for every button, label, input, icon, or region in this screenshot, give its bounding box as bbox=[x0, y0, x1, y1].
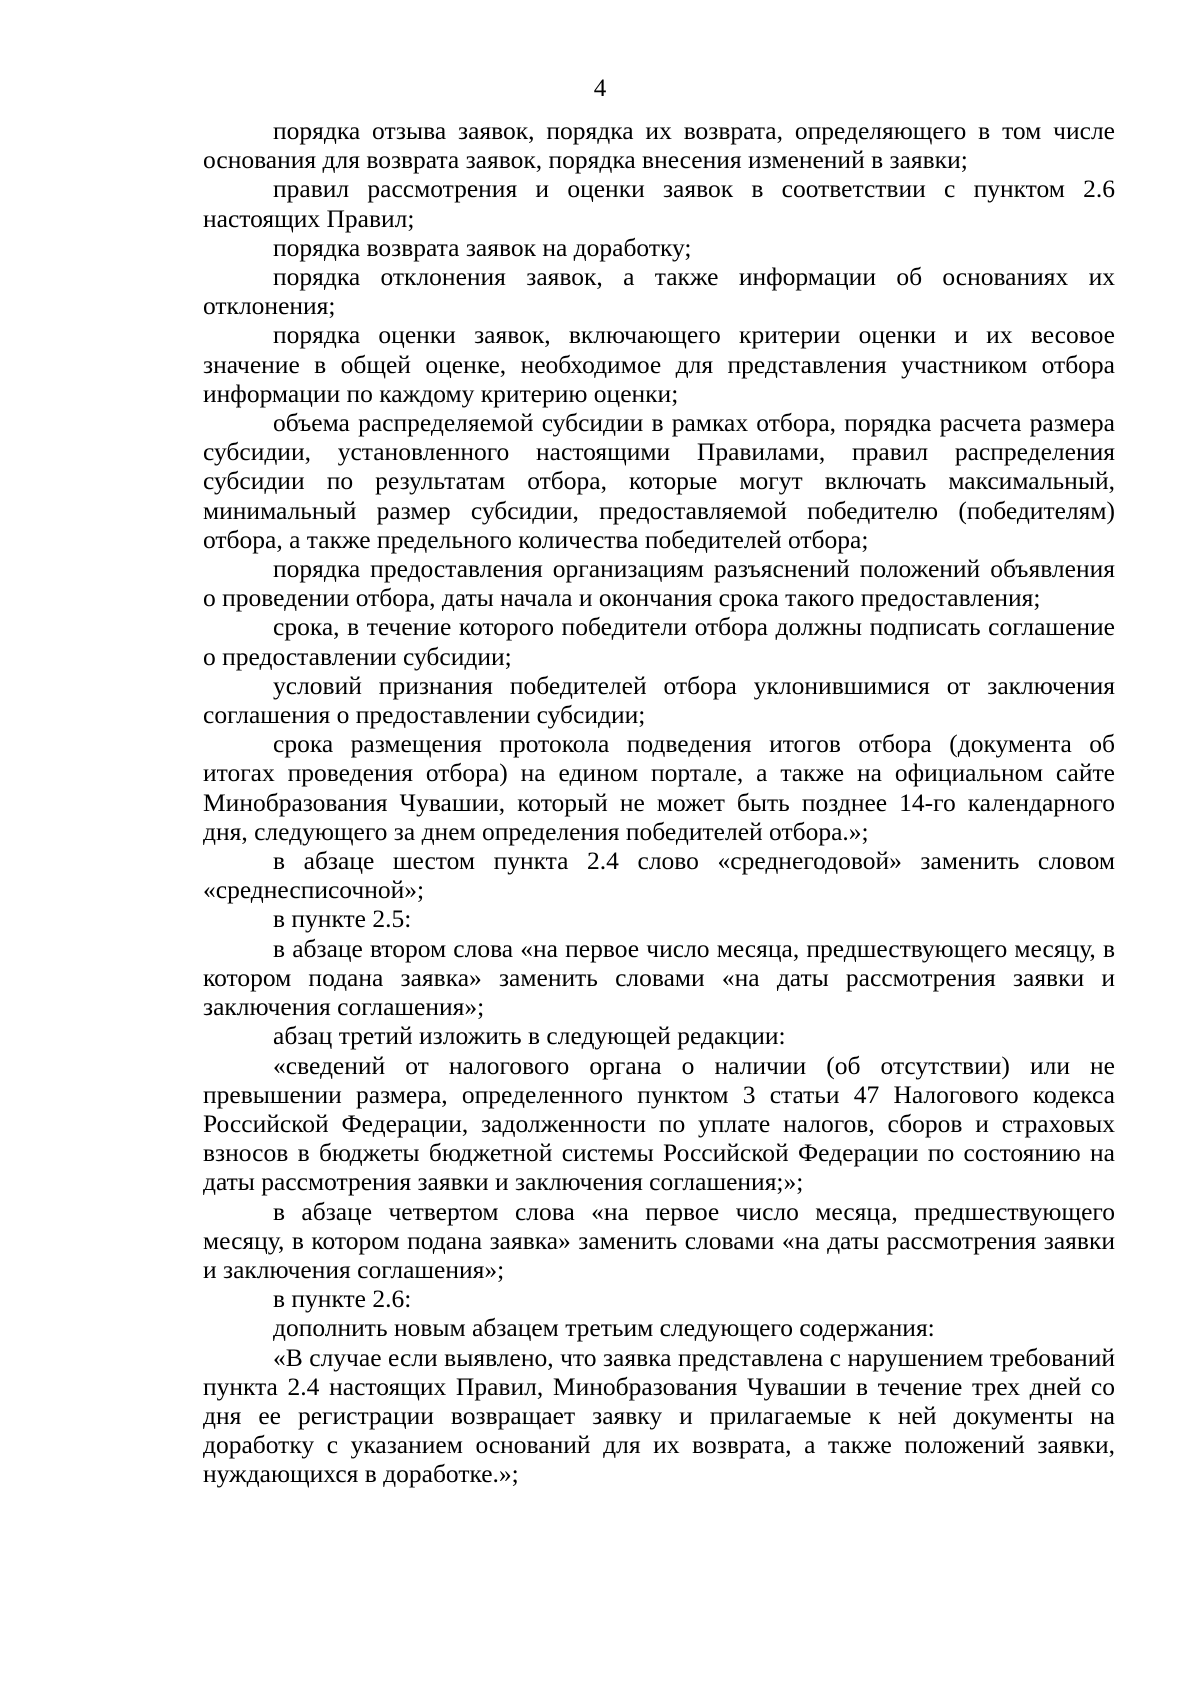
paragraph-2: правил рассмотрения и оценки заявок в соответствии с пунктом 2.6 настоящих Правил; bbox=[203, 174, 1115, 233]
paragraph-11: в абзаце шестом пункта 2.4 слово «среднегодовой» заменить словом «среднесписочной»; bbox=[203, 846, 1115, 905]
paragraph-3: порядка возврата заявок на доработку; bbox=[273, 232, 692, 262]
paragraph-10: срока размещения протокола подведения итогов отбора (документа об итогах проведения отбора) на едином портале, а также на официальном сайте Минобразования Чувашии, который не может быть позднее 14-го календарного дня, следующего за днем определения победителей отбора.»; bbox=[203, 729, 1115, 846]
paragraph-16: в абзаце четвертом слова «на первое число месяца, предшествующего месяцу, в котором подана заявка» заменить словами «на даты рассмотрения заявки и заключения соглашения»; bbox=[203, 1196, 1115, 1284]
paragraph-4: порядка отклонения заявок, а также информации об основаниях их отклонения; bbox=[203, 262, 1115, 321]
paragraph-17: в пункте 2.6: bbox=[273, 1284, 412, 1314]
paragraph-15: «сведений от налогового органа о наличии (об отсутствии) или не превышении размера, определенного пунктом 3 статьи 47 Налогового кодекса Российской Федерации, задолженности по уплате налогов, сборов и страховых взносов в бюджеты бюджетной системы Российской Федерации по состоянию на даты рассмотрения заявки и заключения соглашения;»; bbox=[203, 1050, 1115, 1197]
paragraph-6: объема распределяемой субсидии в рамках отбора, порядка расчета размера субсидии, установленного настоящими Правилами, правил распределения субсидии по результатам отбора, которые могут включать максимальный, минимальный размер субсидии, предоставляемой победителю (победителям) отбора, а также предельного количества победителей отбора; bbox=[203, 408, 1115, 554]
paragraph-12: в пункте 2.5: bbox=[273, 904, 412, 934]
paragraph-19: «В случае если выявлено, что заявка представлена с нарушением требований пункта 2.4 настоящих Правил, Минобразования Чувашии в течение трех дней со дня ее регистрации возвращает заявку и прилагаемые к ней документы на доработку с указанием оснований для их возврата, а также положений заявки, нуждающихся в доработке.»; bbox=[203, 1342, 1115, 1489]
paragraph-8: срока, в течение которого победители отбора должны подписать соглашение о предоставлении субсидии; bbox=[203, 612, 1115, 671]
paragraph-5: порядка оценки заявок, включающего критерии оценки и их весовое значение в общей оценке, необходимое для представления участником отбора информации по каждому критерию оценки; bbox=[203, 320, 1115, 408]
document-body bbox=[203, 116, 1115, 1489]
paragraph-1: порядка отзыва заявок, порядка их возврата, определяющего в том числе основания для возврата заявок, порядка внесения изменений в заявки; bbox=[203, 116, 1115, 175]
page-number: 4 bbox=[593, 75, 607, 102]
paragraph-18: дополнить новым абзацем третьим следующего содержания: bbox=[273, 1313, 935, 1343]
paragraph-9: условий признания победителей отбора уклонившимися от заключения соглашения о предоставлении субсидии; bbox=[203, 670, 1115, 730]
paragraph-7: порядка предоставления организациям разъяснений положений объявления о проведении отбора, даты начала и окончания срока такого предоставления; bbox=[203, 554, 1115, 613]
paragraph-14: абзац третий изложить в следующей редакции: bbox=[273, 1021, 786, 1051]
paragraph-13: в абзаце втором слова «на первое число месяца, предшествующего месяцу, в котором подана заявка» заменить словами «на даты рассмотрения заявки и заключения соглашения»; bbox=[203, 933, 1115, 1022]
